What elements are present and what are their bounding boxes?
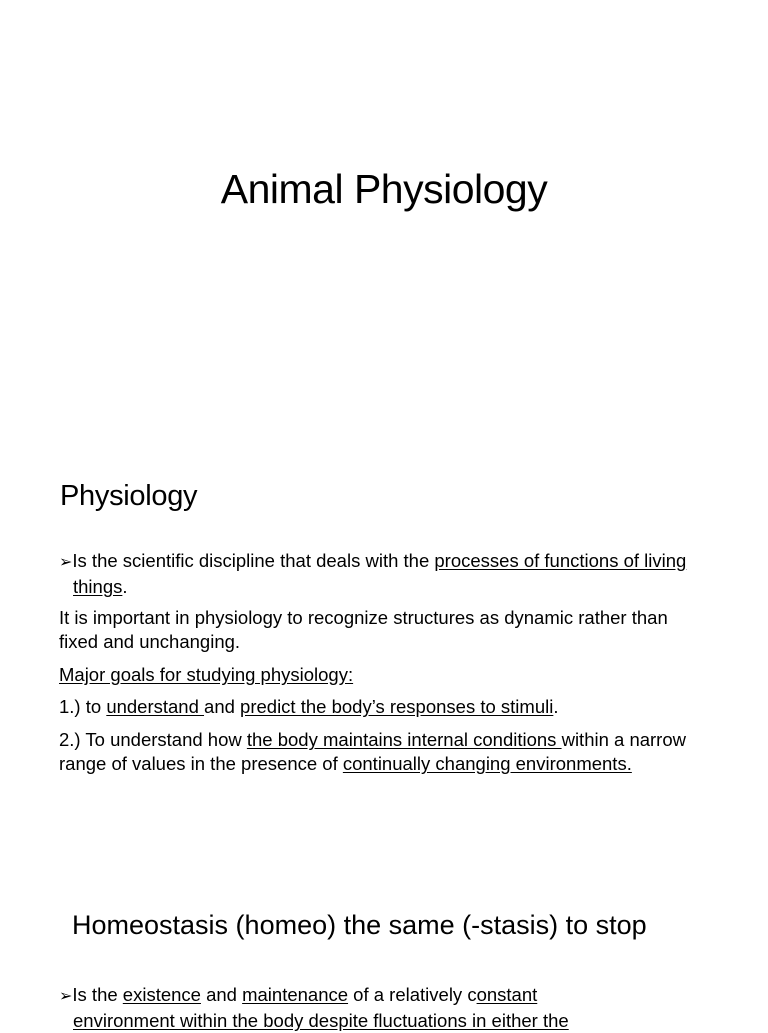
bullet-physiology-definition (59, 549, 733, 599)
underlined-constant: onstant (476, 984, 538, 1005)
goal-2-prefix: 2.) To understand how (59, 729, 247, 750)
bullet-text-of: of a relatively c (348, 984, 477, 1005)
section-heading-homeostasis: Homeostasis (homeo) the same (-stasis) to stop (72, 910, 647, 940)
goal-1-underline-1: understand (106, 696, 205, 717)
goal-2-mid: within a narrow range of values in the presence of (59, 729, 686, 774)
bullet-text-and: and (200, 984, 243, 1005)
bullet-text: Is the (72, 984, 123, 1005)
arrow-bullet-icon: ➢ (59, 554, 73, 571)
goal-1-suffix: . (553, 696, 559, 717)
goal-1-mid: and (204, 696, 241, 717)
bullet-text: Is the scientific discipline that deals with the (72, 550, 435, 571)
goal-1-underline-2: predict the body’s responses to stimuli (240, 696, 554, 717)
underlined-maintenance: maintenance (242, 984, 349, 1005)
goal-2-underline-2: continually changing environments. (342, 753, 632, 774)
bullet-homeostasis-definition (59, 983, 733, 1033)
goal-2 (59, 728, 719, 776)
goal-1-prefix: 1.) to (59, 696, 107, 717)
goals-label (59, 663, 709, 687)
slide-title: Animal Physiology (220, 166, 548, 212)
arrow-bullet-icon: ➢ (59, 988, 73, 1005)
underlined-environment-line: environment within the body despite fluctuations in either the (73, 1010, 569, 1031)
goal-1 (59, 695, 709, 719)
bullet-text-end: . (122, 576, 128, 597)
goal-2-underline-1: the body maintains internal conditions (246, 729, 562, 750)
section-heading-physiology: Physiology (60, 480, 198, 512)
goals-label-text: Major goals for studying physiology: (59, 664, 354, 685)
underlined-term: processes of functions of living things (73, 550, 687, 597)
paragraph-dynamic-structures: It is important in physiology to recognize structures as dynamic rather than fixed and unchanging. (59, 607, 668, 652)
underlined-existence: existence (122, 984, 201, 1005)
